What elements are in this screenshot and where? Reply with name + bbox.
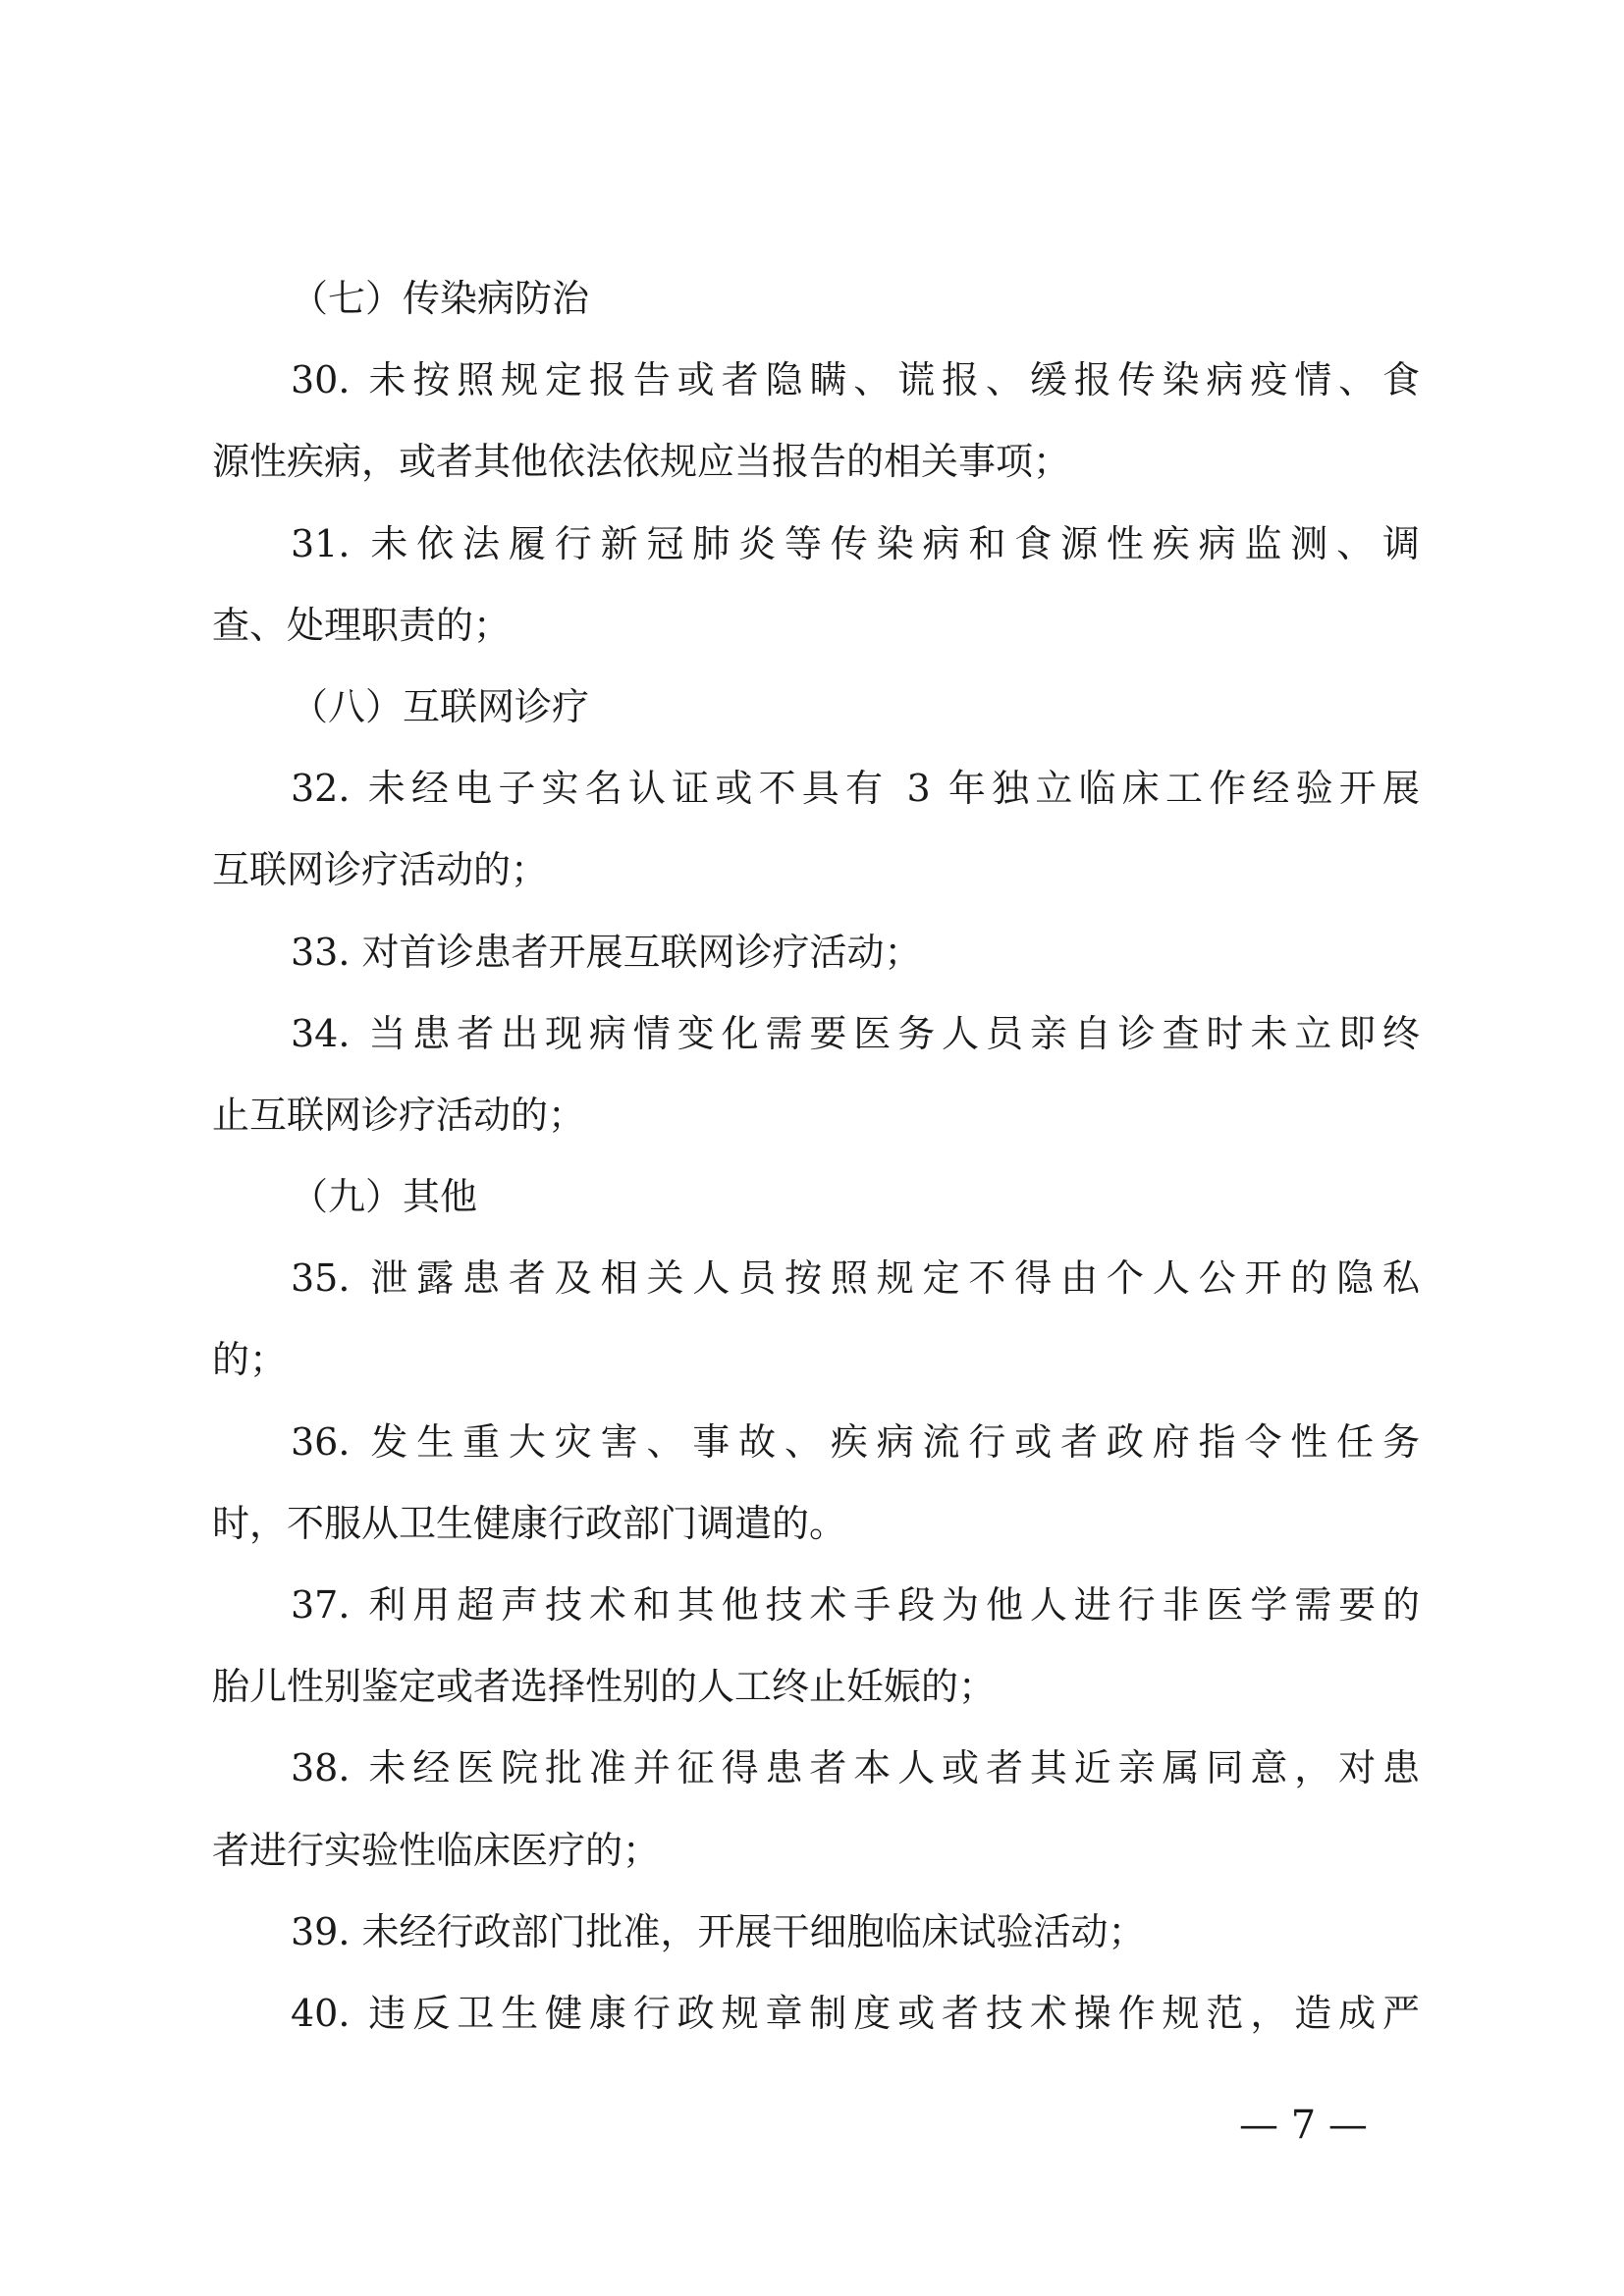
section-heading-7: （七）传染病防治: [291, 277, 590, 320]
item-37-line-2: 胎儿性别鉴定或者选择性别的人工终止妊娠的；: [212, 1665, 997, 1709]
section-heading-9: （九）其他: [291, 1175, 478, 1219]
item-34-line-2: 止互联网诊疗活动的；: [212, 1093, 586, 1137]
item-35-line-2: 的；: [212, 1338, 288, 1382]
item-32-line-2: 互联网诊疗活动的；: [212, 848, 549, 892]
item-30-line-1: 30. 未按照规定报告或者隐瞒、谎报、缓报传染病疫情、食: [291, 358, 1420, 402]
item-36-line-2: 时，不服从卫生健康行政部门调遣的。: [212, 1501, 847, 1545]
item-31-line-1: 31. 未依法履行新冠肺炎等传染病和食源性疾病监测、调: [291, 521, 1420, 565]
item-38-line-2: 者进行实验性临床医疗的；: [212, 1828, 661, 1872]
page-number: — 7 —: [1239, 2103, 1368, 2148]
item-37-line-1: 37. 利用超声技术和其他技术手段为他人进行非医学需要的: [291, 1583, 1420, 1627]
item-30-line-2: 源性疾病，或者其他依法依规应当报告的相关事项；: [212, 440, 1071, 484]
section-heading-8: （八）互联网诊疗: [291, 684, 590, 728]
item-32-line-1: 32. 未经电子实名认证或不具有 3 年独立临床工作经验开展: [291, 767, 1420, 811]
item-40-line-1: 40. 违反卫生健康行政规章制度或者技术操作规范，造成严: [291, 1991, 1420, 2035]
item-34-line-1: 34. 当患者出现病情变化需要医务人员亲自诊查时未立即终: [291, 1011, 1420, 1055]
item-39: 39. 未经行政部门批准，开展干细胞临床试验活动；: [291, 1909, 1146, 1953]
item-33: 33. 对首诊患者开展互联网诊疗活动；: [291, 930, 922, 974]
body-text: [212, 258, 1420, 2055]
item-31-line-2: 查、处理职责的；: [212, 603, 512, 647]
item-35-line-1: 35. 泄露患者及相关人员按照规定不得由个人公开的隐私: [291, 1256, 1420, 1301]
item-38-line-1: 38. 未经医院批准并征得患者本人或者其近亲属同意，对患: [291, 1746, 1420, 1790]
item-36-line-1: 36. 发生重大灾害、事故、疾病流行或者政府指令性任务: [291, 1419, 1420, 1464]
